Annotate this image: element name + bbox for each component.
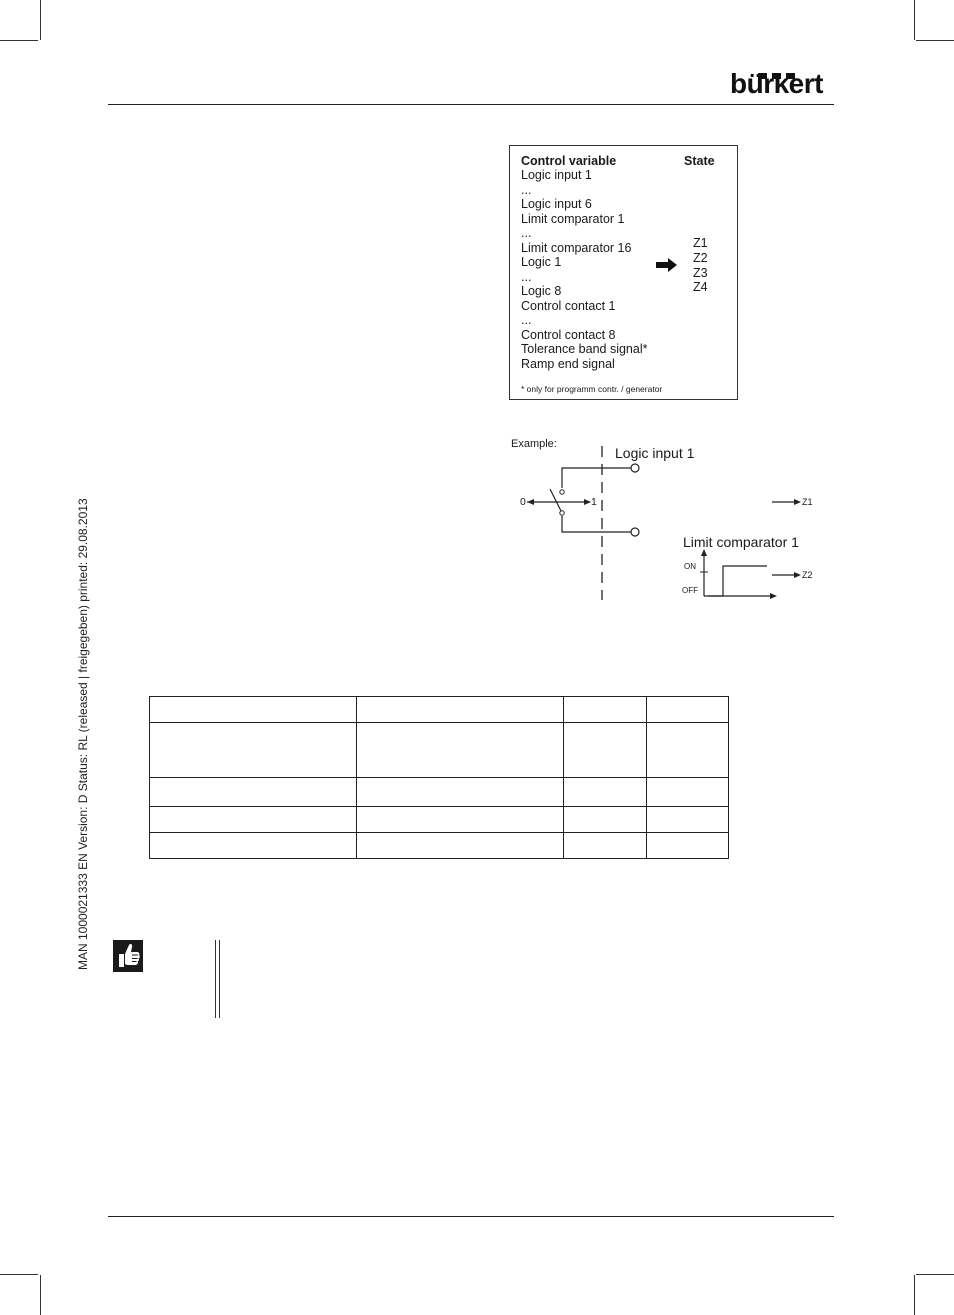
logic-input-label: Logic input 1 — [615, 445, 695, 461]
list-item: ... — [521, 269, 532, 284]
limit-comparator-label: Limit comparator 1 — [683, 534, 799, 550]
table-cell — [564, 723, 647, 778]
table-cell — [647, 723, 729, 778]
list-item: Limit comparator 16 — [521, 240, 632, 255]
table-cell — [357, 723, 564, 778]
list-item: Z4 — [693, 280, 708, 295]
table-cell — [150, 723, 357, 778]
table-cell — [647, 833, 729, 859]
list-item: Z2 — [693, 250, 708, 265]
list-item: Control contact 1 — [521, 298, 616, 313]
note-bar — [215, 940, 216, 1018]
list-item: Tolerance band signal* — [521, 342, 648, 356]
table-cell — [150, 807, 357, 833]
table-cell — [564, 807, 647, 833]
list-item: Z3 — [693, 265, 708, 280]
footnote: * only for programm contr. / generator — [521, 384, 663, 394]
table-cell — [150, 833, 357, 859]
list-item: Ramp end signal — [521, 356, 615, 371]
table-cell — [564, 697, 647, 723]
list-item: Logic 1 — [521, 255, 562, 269]
header-rule — [108, 104, 834, 105]
list-item: Logic 8 — [521, 284, 562, 298]
list-item: ... — [521, 313, 532, 327]
brand-logo — [730, 66, 836, 98]
arrow-right-icon — [656, 258, 678, 272]
switch-zero-label: 0 — [520, 496, 526, 508]
z2-output-label: Z2 — [802, 570, 813, 580]
footer-rule — [108, 1216, 834, 1217]
list-item: Logic input 1 — [521, 168, 592, 182]
list-item: Control contact 8 — [521, 327, 616, 342]
list-item: ... — [521, 182, 532, 197]
switch-one-label: 1 — [591, 496, 597, 508]
crop-mark — [916, 1274, 954, 1275]
table-cell — [357, 697, 564, 723]
crop-mark — [914, 1275, 915, 1315]
crop-mark — [40, 1275, 41, 1315]
table-cell — [150, 697, 357, 723]
table-row — [150, 697, 729, 723]
data-table — [149, 696, 729, 859]
note-bar — [219, 940, 220, 1018]
crop-mark — [40, 0, 41, 40]
thumbs-up-icon — [113, 940, 143, 972]
table-row — [150, 723, 729, 778]
table-cell — [357, 833, 564, 859]
crop-mark — [0, 40, 38, 41]
example-diagram — [505, 432, 815, 607]
table-cell — [357, 807, 564, 833]
table-cell — [150, 778, 357, 807]
control-variable-list — [521, 168, 647, 371]
table-cell — [647, 778, 729, 807]
crop-mark — [914, 0, 915, 40]
table-row — [150, 833, 729, 859]
list-item: ... — [521, 226, 532, 240]
table-cell — [647, 697, 729, 723]
table-cell — [647, 807, 729, 833]
on-label: ON — [684, 562, 696, 571]
crop-mark — [916, 40, 954, 41]
control-variable-heading: Control variable — [521, 154, 617, 168]
table-cell — [564, 833, 647, 859]
document-info: MAN 1000021333 EN Version: D Status: RL (released | freigegeben) printed: 29.08.2013 — [76, 498, 90, 970]
state-heading: State — [684, 154, 715, 168]
brand-name: bürkert — [730, 68, 823, 99]
example-label: Example: — [511, 438, 557, 450]
off-label: OFF — [682, 586, 698, 595]
z1-output-label: Z1 — [802, 497, 813, 507]
list-item: Z1 — [693, 236, 708, 250]
table-row — [150, 778, 729, 807]
list-item: Limit comparator 1 — [521, 211, 625, 226]
state-list — [693, 236, 708, 295]
crop-mark — [0, 1274, 38, 1275]
control-variable-box — [509, 145, 738, 400]
table-cell — [357, 778, 564, 807]
table-row — [150, 807, 729, 833]
table-cell — [564, 778, 647, 807]
list-item: Logic input 6 — [521, 197, 592, 211]
